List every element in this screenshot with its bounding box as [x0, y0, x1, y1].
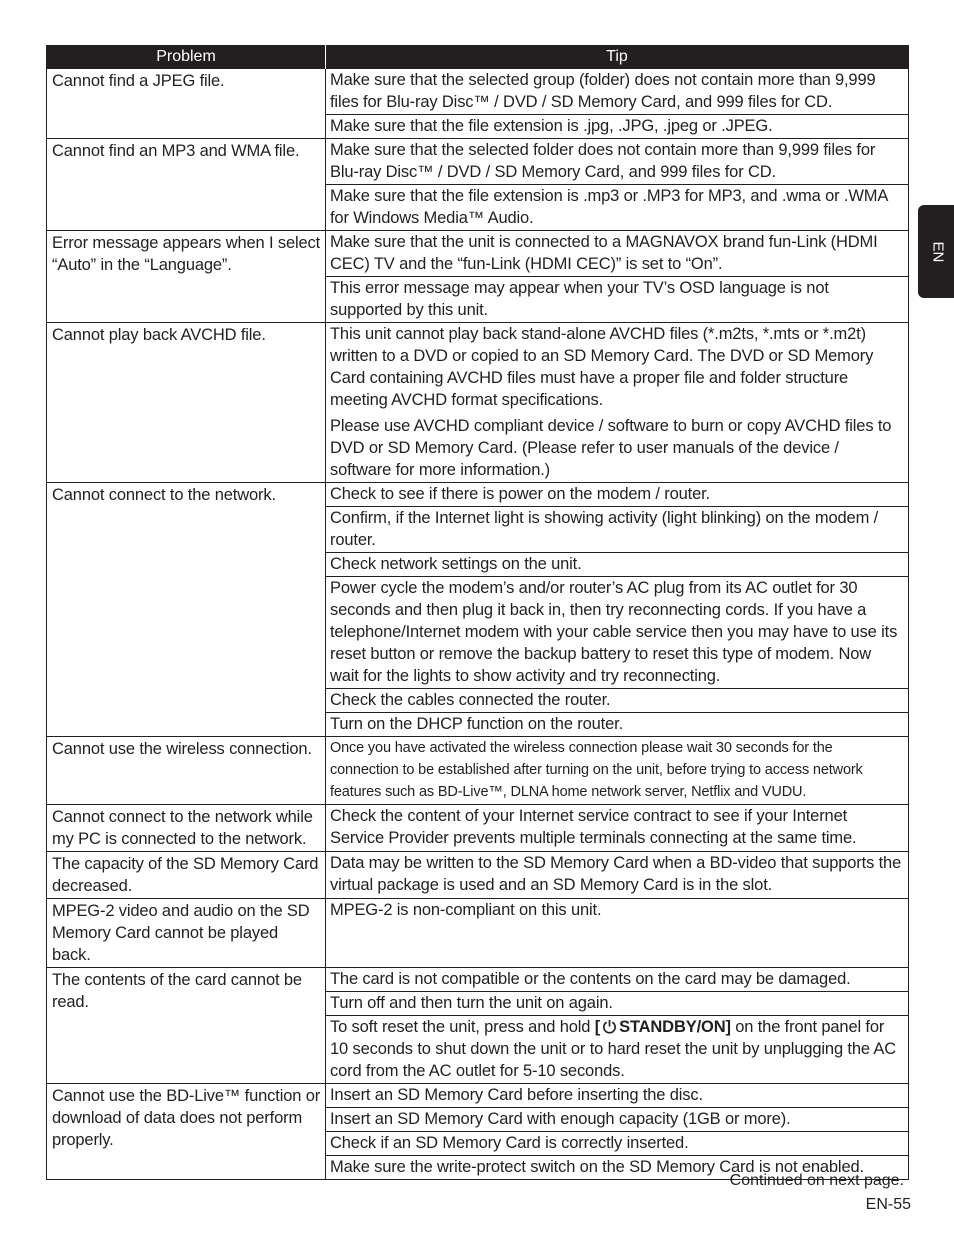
tip-cell: Data may be written to the SD Memory Card when a BD-video that supports the virtual package is used and an SD Memory Card is in the slot. — [326, 852, 909, 899]
standby-key-label — [595, 1018, 731, 1036]
problem-cell: The capacity of the SD Memory Card decreased. — [47, 852, 326, 899]
troubleshooting-table — [46, 45, 909, 1180]
standby-key-text: STANDBY/ON] — [619, 1018, 731, 1036]
tip-paragraph: Please use AVCHD compliant device / software to burn or copy AVCHD files to DVD or SD Memory Card. (Please refer to user manuals of the device / software for more information.) — [330, 417, 892, 479]
tip-cell: Make sure the write-protect switch on the SD Memory Card is not enabled. — [326, 1156, 909, 1180]
tip-cell: This error message may appear when your TV’s OSD language is not supported by this unit. — [326, 277, 909, 323]
table-row — [47, 483, 909, 507]
tip-cell: Check if an SD Memory Card is correctly inserted. — [326, 1132, 909, 1156]
table-row — [47, 968, 909, 992]
tip-cell: Make sure that the file extension is .jpg, .JPG, .jpeg or .JPEG. — [326, 115, 909, 139]
tip-cell: Turn off and then turn the unit on again. — [326, 992, 909, 1016]
continued-note: Continued on next page. — [729, 1172, 904, 1189]
tip-paragraph: This unit cannot play back stand-alone AVCHD files (*.m2ts, *.mts or *.m2t) written to a DVD or copied to an SD Memory Card. The DVD or SD Memory Card containing AVCHD files must have a proper file and folder structure meeting AVCHD format specifications. — [330, 325, 874, 409]
problem-cell: Cannot use the BD-Live™ function or download of data does not perform properly. — [47, 1084, 326, 1180]
tip-cell: Make sure that the selected folder does not contain more than 9,999 files for Blu-ray Disc™ / DVD / SD Memory Card, and 999 files for CD. — [326, 139, 909, 185]
problem-cell: Cannot connect to the network while my PC is connected to the network. — [47, 805, 326, 852]
problem-cell: Cannot find a JPEG file. — [47, 69, 326, 139]
page-number: EN-55 — [865, 1196, 911, 1213]
table-row — [47, 231, 909, 277]
problem-cell: The contents of the card cannot be read. — [47, 968, 326, 1084]
tip-cell: Power cycle the modem’s and/or router’s AC plug from its AC outlet for 30 seconds and then plug it back in, then try reconnecting cords. If you have a telephone/Internet modem with your cable service then you may have to use its reset button or remove the backup battery to reset this type of modem. Now wait for the lights to show activity and try reconnecting. — [326, 577, 909, 689]
tip-cell: Insert an SD Memory Card before inserting the disc. — [326, 1084, 909, 1108]
bracket-open: [ — [594, 1018, 601, 1036]
problem-cell: Cannot connect to the network. — [47, 483, 326, 737]
table-row — [47, 69, 909, 115]
tip-cell: Insert an SD Memory Card with enough capacity (1GB or more). — [326, 1108, 909, 1132]
problem-cell: Cannot find an MP3 and WMA file. — [47, 139, 326, 231]
problem-cell: Cannot use the wireless connection. — [47, 737, 326, 805]
table-row — [47, 805, 909, 852]
tip-cell: Confirm, if the Internet light is showing activity (light blinking) on the modem / router. — [326, 507, 909, 553]
table-row — [47, 323, 909, 483]
tip-cell: Once you have activated the wireless connection please wait 30 seconds for the connection to be established after turning on the unit, before trying to access network features such as BD-Live™, DLNA home network server, Netflix and VUDU. — [326, 737, 909, 805]
problem-cell: MPEG-2 video and audio on the SD Memory Card cannot be played back. — [47, 899, 326, 968]
tip-cell: The card is not compatible or the contents on the card may be damaged. — [326, 968, 909, 992]
reset-tip-text-after: on the front panel for 10 seconds to shut down the unit or to hard reset the unit by unplugging the AC cord from the AC outlet for 5-10 seconds. — [330, 1018, 897, 1080]
tip-cell: Check the content of your Internet service contract to see if your Internet Service Provider prevents multiple terminals connecting at the same time. — [326, 805, 909, 852]
table-header-row — [47, 45, 909, 69]
tip-cell — [326, 1016, 909, 1084]
tip-cell: Make sure that the unit is connected to a MAGNAVOX brand fun-Link (HDMI CEC) TV and the “fun-Link (HDMI CEC)” is set to “On”. — [326, 231, 909, 277]
reset-tip-text: To soft reset the unit, press and hold — [330, 1018, 591, 1036]
tip-cell: Check to see if there is power on the modem / router. — [326, 483, 909, 507]
table-row — [47, 1084, 909, 1108]
tip-cell: Check network settings on the unit. — [326, 553, 909, 577]
tip-cell: Make sure that the file extension is .mp3 or .MP3 for MP3, and .wma or .WMA for Windows Media™ Audio. — [326, 185, 909, 231]
table-row — [47, 139, 909, 185]
problem-cell: Cannot play back AVCHD file. — [47, 323, 326, 483]
tip-cell: Turn on the DHCP function on the router. — [326, 713, 909, 737]
tip-cell: MPEG-2 is non-compliant on this unit. — [326, 899, 909, 968]
tip-cell: Check the cables connected the router. — [326, 689, 909, 713]
language-side-tab — [918, 205, 954, 298]
table-row — [47, 899, 909, 968]
table-row — [47, 737, 909, 805]
tip-column-header: Tip — [326, 45, 909, 69]
table-row — [47, 852, 909, 899]
tip-cell — [326, 323, 909, 483]
problem-cell: Error message appears when I select “Auto” in the “Language”. — [47, 231, 326, 323]
tip-cell: Make sure that the selected group (folder) does not contain more than 9,999 files for Blu-ray Disc™ / DVD / SD Memory Card, and 999 files for CD. — [326, 69, 909, 115]
power-icon — [602, 1019, 617, 1034]
problem-column-header: Problem — [47, 45, 326, 69]
language-side-tab-label: EN — [929, 241, 947, 263]
